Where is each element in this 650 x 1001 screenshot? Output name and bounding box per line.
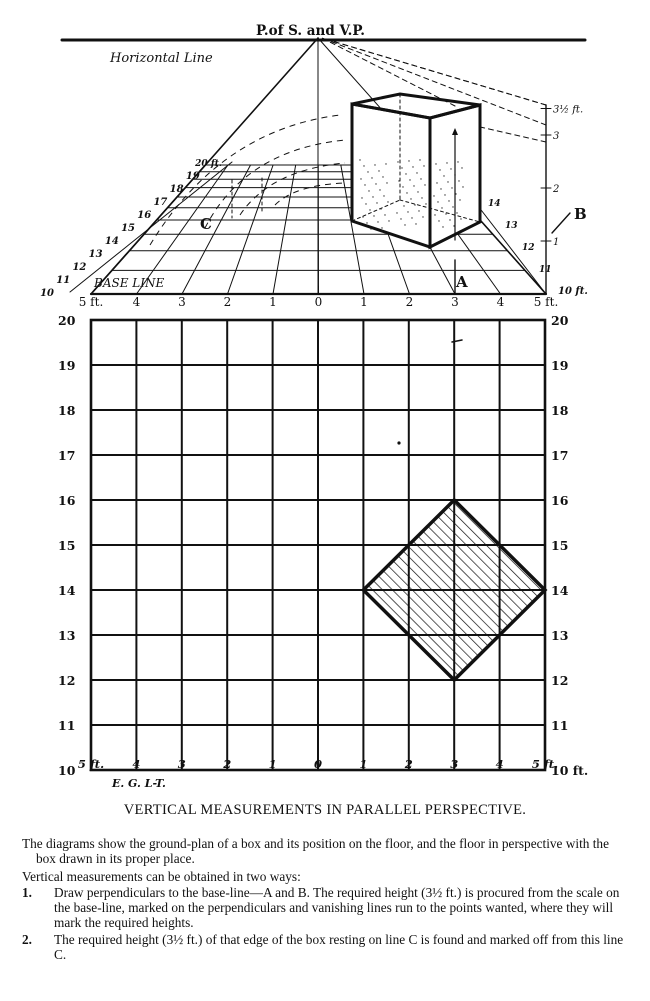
stipple-dot bbox=[435, 163, 436, 164]
stipple-dot bbox=[413, 185, 414, 186]
marker-c: C bbox=[200, 215, 212, 233]
depth-label: 14 bbox=[104, 236, 119, 247]
stipple-dot bbox=[452, 206, 453, 207]
ground-plan bbox=[58, 313, 588, 790]
stipple-dot bbox=[375, 183, 376, 184]
stipple-dot bbox=[366, 222, 367, 223]
diagram-title: VERTICAL MEASUREMENTS IN PARALLEL PERSPECTIVE. bbox=[123, 802, 527, 818]
stipple-dot bbox=[397, 161, 398, 162]
stipple-dot bbox=[436, 182, 437, 183]
stipple-dot bbox=[382, 176, 383, 177]
floor-scale-label: 5 ft. bbox=[533, 295, 559, 309]
plan-row-label: 13 bbox=[58, 628, 76, 643]
stipple-dot bbox=[368, 190, 369, 191]
stipple-dot bbox=[449, 219, 450, 220]
box-in-perspective bbox=[232, 94, 480, 247]
stipple-dot bbox=[437, 201, 438, 202]
stipple-dot bbox=[405, 173, 406, 174]
stipple-dot bbox=[419, 159, 420, 160]
plan-row-label: 10 ft. bbox=[551, 763, 589, 778]
stipple-dot bbox=[361, 197, 362, 198]
stipple-dot bbox=[459, 199, 460, 200]
step-number: 1. bbox=[22, 885, 32, 900]
floor-scale-label: 0 bbox=[314, 295, 323, 309]
depth-label: 12 bbox=[522, 243, 535, 253]
vanishing-line bbox=[228, 165, 274, 294]
stipple-dot bbox=[418, 210, 419, 211]
depth-label: 12 bbox=[72, 262, 87, 273]
stipple-dot bbox=[416, 172, 417, 173]
floor-scale-label: 1 bbox=[360, 295, 368, 309]
plan-row-label: 20 bbox=[58, 313, 76, 328]
depth-label: 11 bbox=[56, 275, 71, 286]
ways-intro-text: Vertical measurements can be obtained in two ways: bbox=[22, 869, 301, 884]
plan-row-label: 15 bbox=[551, 538, 569, 553]
marker-b-arrow bbox=[552, 213, 570, 233]
stipple-dot bbox=[408, 160, 409, 161]
stipple-dot bbox=[364, 184, 365, 185]
stipple-dot bbox=[447, 181, 448, 182]
step-text: Draw perpendiculars to the base-line—A and B. The required height (3½ ft.) is procured from the scale on the base-line, marked on the perpendiculars and vanishing lines run to the points wanted, where they will mark the required heights. bbox=[54, 885, 620, 930]
depth-label: 11 bbox=[539, 265, 552, 275]
stipple-dot bbox=[370, 228, 371, 229]
stipple-dot bbox=[406, 192, 407, 193]
plan-row-label: 17 bbox=[58, 448, 76, 463]
stipple-dot bbox=[372, 196, 373, 197]
depth-label: 19 bbox=[185, 171, 200, 182]
stipple-dot bbox=[434, 214, 435, 215]
plan-row-label: 18 bbox=[551, 403, 569, 418]
stipple-dot bbox=[380, 208, 381, 209]
stipple-dot bbox=[457, 161, 458, 162]
plan-col-label: 1 bbox=[268, 757, 277, 771]
box-front-face bbox=[352, 104, 430, 247]
floor-scale-label: 3 bbox=[178, 295, 186, 309]
stipple-dot bbox=[396, 212, 397, 213]
plan-col-label: 2 bbox=[404, 757, 413, 771]
plan-row-label: 13 bbox=[551, 628, 569, 643]
stipple-dot bbox=[373, 215, 374, 216]
stipple-dot bbox=[362, 216, 363, 217]
stipple-dot bbox=[374, 164, 375, 165]
stipple-dot bbox=[371, 177, 372, 178]
step-text: The required height (3½ ft.) of that edge of the box resting on line C is found and marked off from this line C. bbox=[54, 932, 624, 962]
stipple-dot bbox=[379, 189, 380, 190]
stipple-dot bbox=[441, 207, 442, 208]
stipple-dot bbox=[415, 223, 416, 224]
height-label: 2 bbox=[553, 184, 560, 195]
stipple-dot bbox=[444, 194, 445, 195]
stipple-dot bbox=[424, 184, 425, 185]
step-number: 2. bbox=[22, 932, 32, 947]
plan-row-label: 15 bbox=[58, 538, 76, 553]
step-item bbox=[22, 885, 632, 930]
height-label: 3½ ft. bbox=[553, 104, 584, 116]
stipple-dot bbox=[386, 182, 387, 183]
stipple-dot bbox=[442, 226, 443, 227]
plan-col-label: 4 bbox=[132, 757, 141, 771]
floor-scale-label: 4 bbox=[132, 295, 141, 309]
steps-list bbox=[22, 885, 632, 962]
stipple-dot bbox=[438, 220, 439, 221]
plan-row-label: 18 bbox=[58, 403, 76, 418]
floor-scale-label: 5 ft. bbox=[78, 295, 104, 309]
stipple-dot bbox=[451, 187, 452, 188]
stipple-dot bbox=[425, 203, 426, 204]
height-label: 3 bbox=[553, 131, 560, 142]
stipple-dot bbox=[420, 178, 421, 179]
stipple-dot bbox=[365, 203, 366, 204]
depth-label: 14 bbox=[488, 199, 501, 209]
stipple-dot bbox=[384, 214, 385, 215]
stipple-dot bbox=[422, 216, 423, 217]
stipple-dot bbox=[446, 162, 447, 163]
vp-label: P.of S. and V.P. bbox=[256, 23, 365, 39]
stipple-dot bbox=[423, 165, 424, 166]
stipple-dot bbox=[376, 202, 377, 203]
stipple-dot bbox=[417, 191, 418, 192]
plan-col-label: 3 bbox=[177, 757, 186, 771]
plan-col-label: 5 ft. bbox=[531, 757, 559, 771]
depth-label: 13 bbox=[505, 221, 518, 231]
stipple-dot bbox=[398, 180, 399, 181]
stipple-dot bbox=[411, 217, 412, 218]
plan-col-label: 1 bbox=[359, 757, 368, 771]
stipple-dot bbox=[400, 218, 401, 219]
floor-scale-label: 4 bbox=[496, 295, 505, 309]
stipple-dot bbox=[409, 179, 410, 180]
stipple-dot bbox=[462, 186, 463, 187]
intro-text: The diagrams show the ground-plan of a box and its position on the floor, and the floor in perspective with the box drawn in its proper place. bbox=[22, 836, 609, 866]
caption bbox=[22, 836, 632, 964]
stipple-dot bbox=[439, 169, 440, 170]
plan-row-label: 19 bbox=[58, 358, 76, 373]
depth-label: 16 bbox=[137, 210, 152, 221]
depth-label: 13 bbox=[88, 249, 103, 260]
plan-row-label: 14 bbox=[551, 583, 569, 598]
plan-row-label: 16 bbox=[551, 493, 569, 508]
stipple-dot bbox=[458, 180, 459, 181]
stipple-dot bbox=[404, 224, 405, 225]
stipple-dot bbox=[363, 165, 364, 166]
stipple-dot bbox=[456, 212, 457, 213]
stipple-dot bbox=[385, 163, 386, 164]
plan-col-label: 5 ft. bbox=[77, 757, 105, 771]
marker-a: A bbox=[456, 273, 468, 291]
step-item bbox=[22, 932, 632, 962]
plan-row-label: 12 bbox=[58, 673, 76, 688]
vanishing-line bbox=[182, 165, 251, 294]
plan-row-label: 12 bbox=[551, 673, 569, 688]
stipple-dot bbox=[412, 166, 413, 167]
stipple-dot bbox=[421, 197, 422, 198]
depth-label: 20 ft. bbox=[195, 159, 222, 169]
dashed-arc bbox=[205, 140, 345, 228]
stipple-dot bbox=[440, 188, 441, 189]
stipple-dot bbox=[461, 167, 462, 168]
plan-col-label: 3 bbox=[450, 757, 459, 771]
stipple-dot bbox=[381, 227, 382, 228]
plan-row-label: 14 bbox=[58, 583, 76, 598]
dashed-arc bbox=[275, 183, 345, 205]
stipple-dot bbox=[401, 167, 402, 168]
depth-label: 15 bbox=[121, 223, 135, 234]
signature: E. G. L-T. bbox=[112, 777, 166, 790]
plan-row-label: 11 bbox=[551, 718, 569, 733]
stipple-dot bbox=[410, 198, 411, 199]
stipple-dot bbox=[433, 195, 434, 196]
plan-col-label: 0 bbox=[313, 757, 323, 771]
plan-row-label: 20 bbox=[551, 313, 569, 328]
base-line-label: BASE LINE bbox=[94, 276, 165, 290]
dashed-arc bbox=[240, 163, 345, 215]
stipple-dot bbox=[360, 178, 361, 179]
stipple-dot bbox=[387, 201, 388, 202]
depth-label: 10 ft. bbox=[558, 286, 588, 297]
stipple-dot bbox=[445, 213, 446, 214]
floor-scale-label: 2 bbox=[223, 295, 232, 309]
dashed-arc bbox=[150, 115, 340, 245]
stipple-dot bbox=[383, 195, 384, 196]
plan-row-label: 11 bbox=[58, 718, 76, 733]
depth-label: 18 bbox=[169, 184, 184, 195]
plan-col-label: 2 bbox=[223, 757, 232, 771]
stipple-dot bbox=[403, 205, 404, 206]
plan-row-label: 19 bbox=[551, 358, 569, 373]
floor-scale-label: 2 bbox=[405, 295, 414, 309]
stipple-dot bbox=[367, 171, 368, 172]
stipple-dot bbox=[369, 209, 370, 210]
height-label: 1 bbox=[553, 237, 560, 248]
stipple-dot bbox=[377, 221, 378, 222]
plan-col-label: 4 bbox=[495, 757, 504, 771]
plan-row-label: 17 bbox=[551, 448, 569, 463]
stipple-dot bbox=[443, 175, 444, 176]
stray-dot bbox=[397, 441, 400, 444]
vanishing-line bbox=[273, 165, 296, 294]
right-scale-line bbox=[478, 206, 546, 294]
stipple-dot bbox=[407, 211, 408, 212]
depth-label: 17 bbox=[153, 197, 168, 208]
perspective-view bbox=[40, 23, 588, 309]
floor-scale-label: 3 bbox=[451, 295, 459, 309]
floor-scale-label: 1 bbox=[269, 295, 277, 309]
stipple-dot bbox=[450, 168, 451, 169]
horizon-label: Horizontal Line bbox=[110, 51, 213, 66]
stipple-dot bbox=[388, 220, 389, 221]
stipple-dot bbox=[414, 204, 415, 205]
dashed-vanishing-line bbox=[322, 38, 546, 105]
stipple-dot bbox=[402, 186, 403, 187]
plan-row-label: 10 bbox=[58, 763, 76, 778]
stipple-dot bbox=[399, 199, 400, 200]
stipple-dot bbox=[359, 159, 360, 160]
stipple-dot bbox=[460, 218, 461, 219]
stipple-dot bbox=[448, 200, 449, 201]
stipple-dot bbox=[378, 170, 379, 171]
depth-label: 10 bbox=[40, 288, 54, 299]
plan-row-label: 16 bbox=[58, 493, 76, 508]
marker-b: B bbox=[574, 205, 587, 223]
